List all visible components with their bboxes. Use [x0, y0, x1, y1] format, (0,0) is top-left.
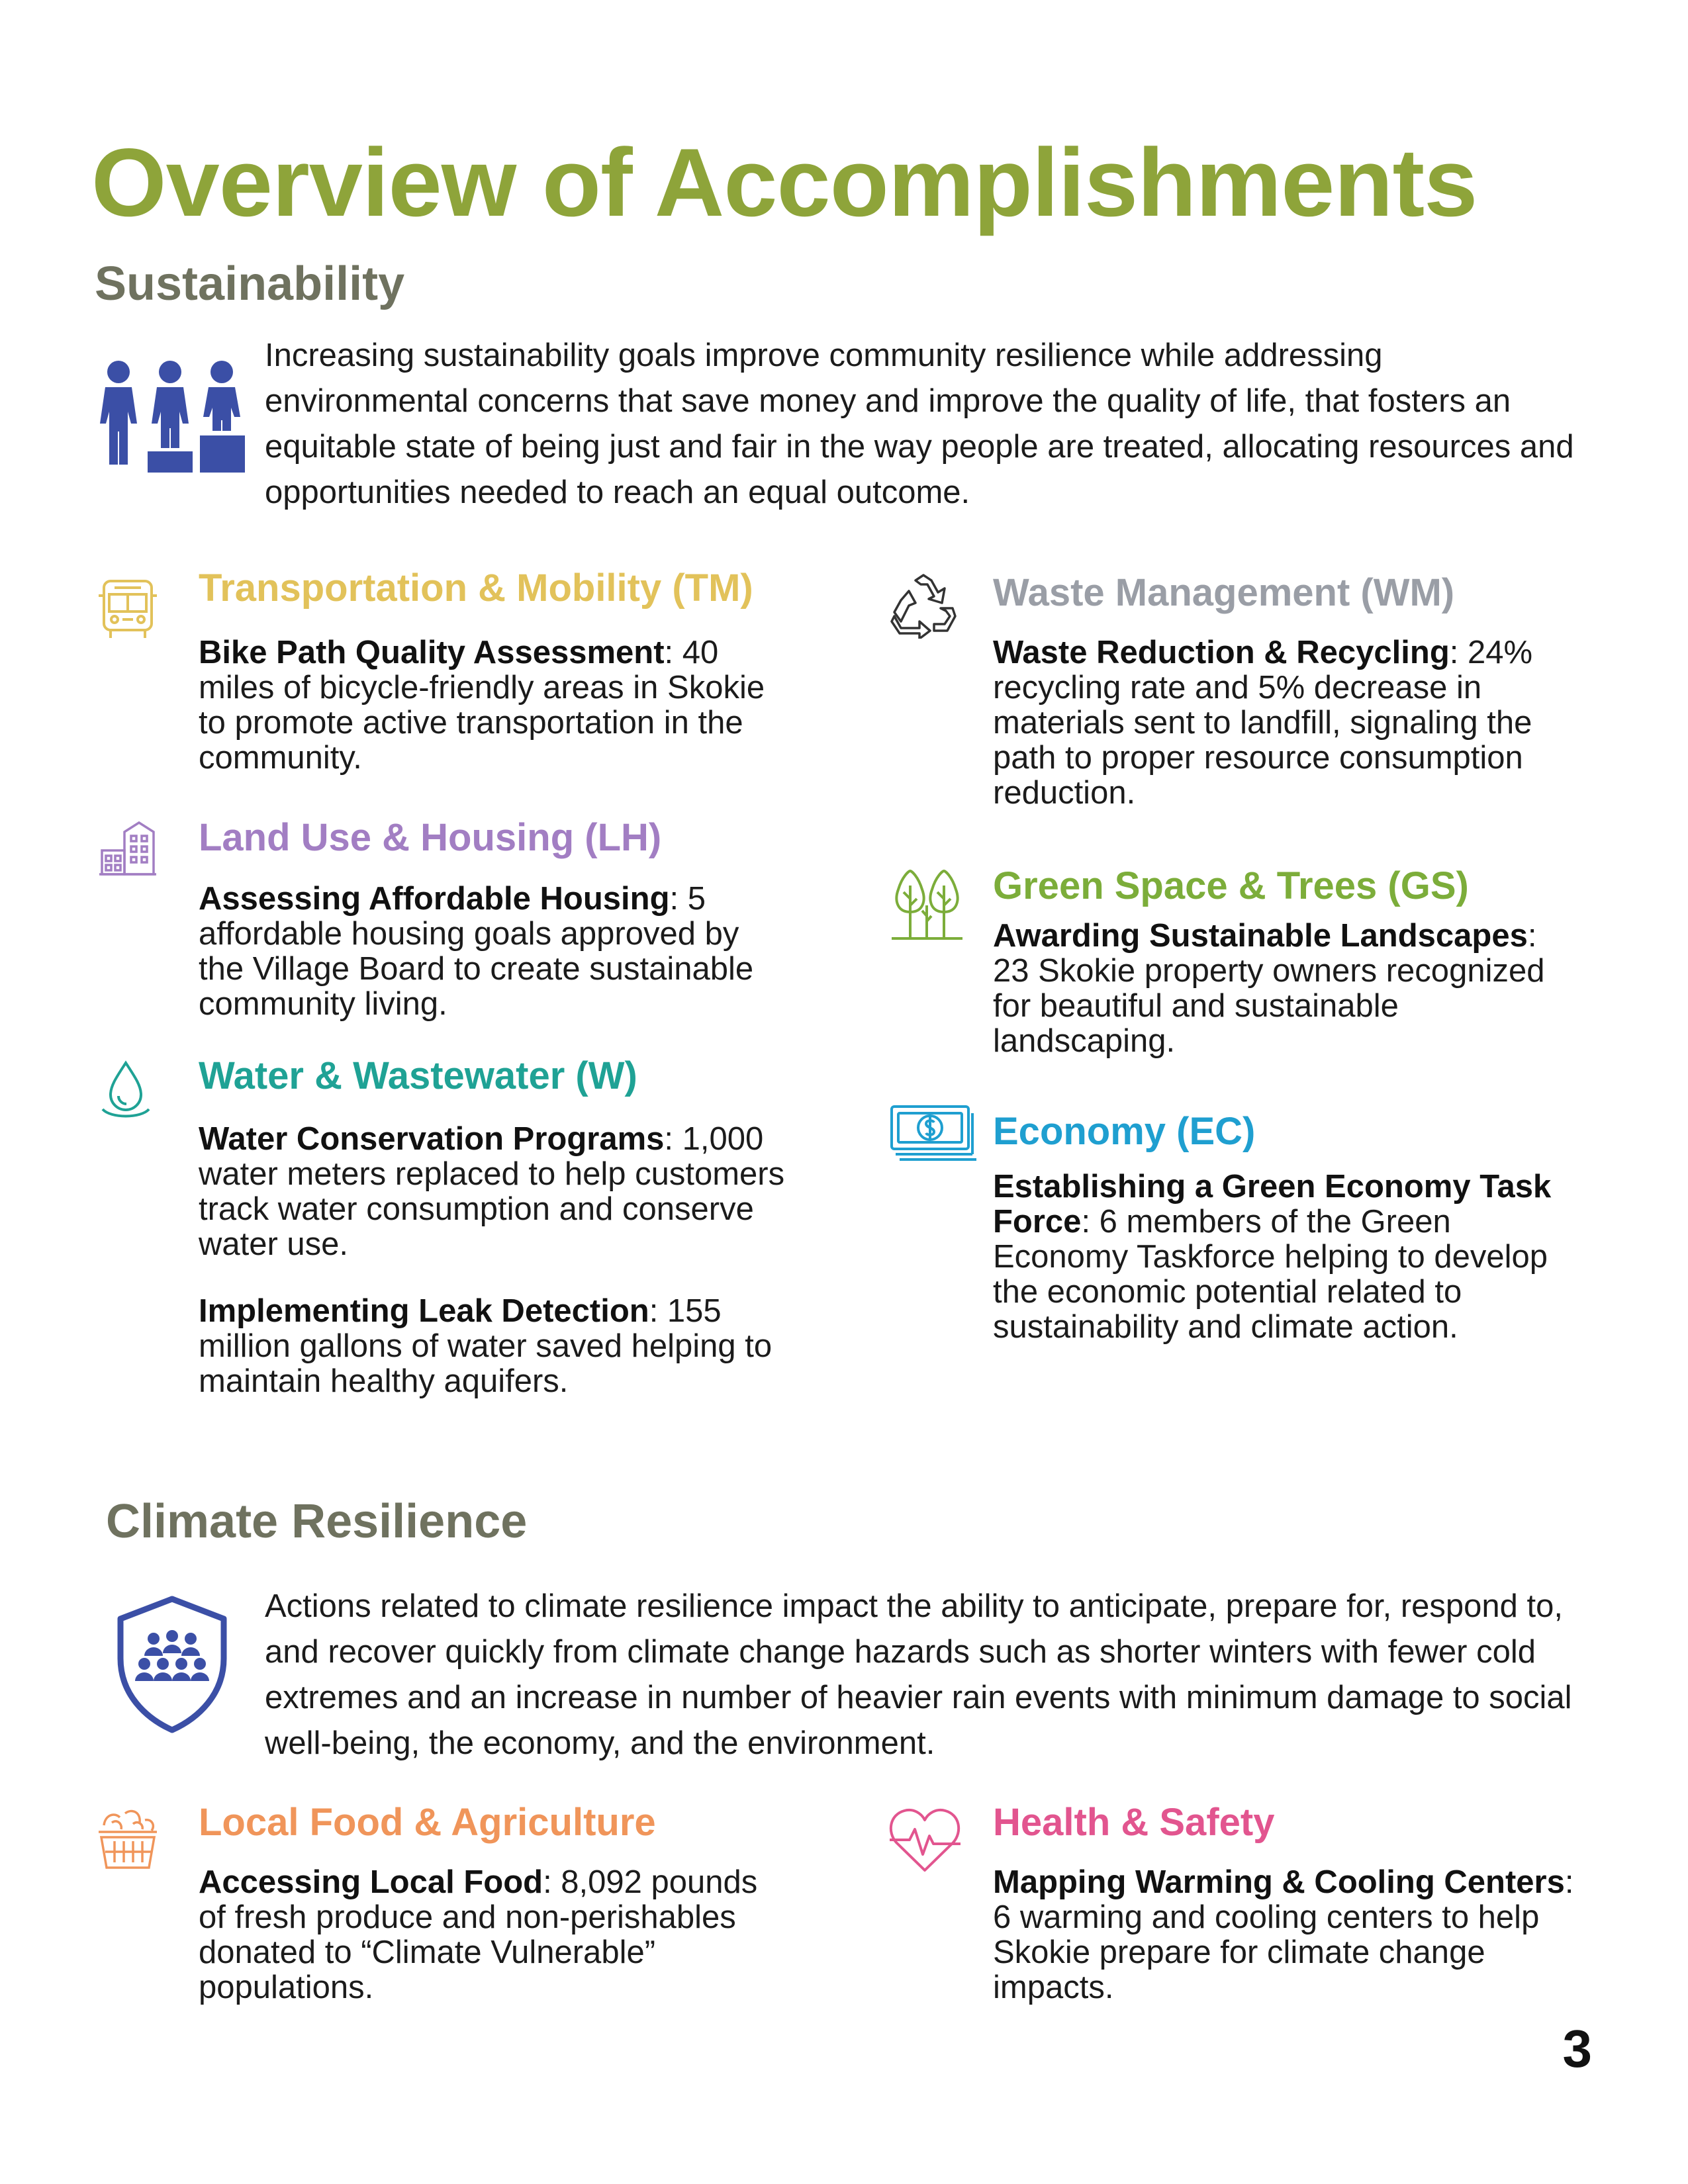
item-leak-detection [199, 1294, 788, 1399]
item-label: Bike Path Quality Assessment [199, 635, 665, 670]
item-label: Awarding Sustainable Landscapes [993, 918, 1528, 954]
dollar-bill-icon [889, 1104, 978, 1163]
category-title-lf: Local Food & Agriculture [199, 1801, 656, 1844]
category-title-tm: Transportation & Mobility (TM) [199, 567, 753, 610]
page-title: Overview of Accomplishments [91, 128, 1477, 236]
item-waste-reduction [993, 635, 1575, 811]
item-water-conservation [199, 1122, 788, 1262]
item-warming-cooling [993, 1865, 1575, 2005]
item-label: Water Conservation Programs [199, 1121, 665, 1157]
category-title-gs: Green Space & Trees (GS) [993, 864, 1469, 907]
bus-icon [95, 576, 161, 642]
item-text: : 5 affordable housing goals approved by the Village Board to create sustainable community living. [199, 881, 754, 1022]
item-green-economy [993, 1169, 1575, 1345]
climate-heading: Climate Resilience [106, 1495, 528, 1548]
item-text: : 6 members of the Green Economy Taskforce helping to develop the economic potential related to sustainability and climate action. [993, 1204, 1548, 1345]
climate-intro: Actions related to climate resilience impact the ability to anticipate, prepare for, respond to, and recover quickly from climate change hazards such as shorter winters with fewer cold extremes and an increase in number of heavier rain events with minimum damage to social well-being, the economy, and the environment. [265, 1588, 1572, 1761]
item-affordable-housing [199, 882, 781, 1022]
page-number: 3 [1562, 2019, 1592, 2078]
item-text: : 24% recycling rate and 5% decrease in materials sent to landfill, signaling the path to proper resource consumption reduction. [993, 635, 1533, 811]
sustainability-heading: Sustainability [95, 257, 405, 310]
item-text: : 40 miles of bicycle-friendly areas in Skokie to promote active transportation in the community. [199, 635, 765, 776]
sustainability-intro: Increasing sustainability goals improve community resilience while addressing environmental concerns that save money and improve the quality of life, that fosters an equitable state of being just and fair in the way people are treated, allocating resources and opportunities needed to reach an equal outcome. [265, 338, 1574, 510]
item-local-food [199, 1865, 781, 2005]
item-label: Accessing Local Food [199, 1864, 543, 1900]
item-label: Waste Reduction & Recycling [993, 635, 1450, 670]
item-label: Implementing Leak Detection [199, 1293, 649, 1329]
category-title-lh: Land Use & Housing (LH) [199, 816, 662, 859]
item-text: : 155 million gallons of water saved helping to maintain healthy aquifers. [199, 1293, 773, 1399]
item-text: : 23 Skokie property owners recognized for beautiful and sustainable landscaping. [993, 918, 1545, 1059]
item-text: : 1,000 water meters replaced to help customers track water consumption and conserve water use. [199, 1121, 785, 1262]
category-title-w: Water & Wastewater (W) [199, 1054, 637, 1097]
shield-community-icon [113, 1595, 232, 1734]
item-text: : 6 warming and cooling centers to help Skokie prepare for climate change impacts. [993, 1864, 1574, 2005]
trees-icon [889, 866, 965, 942]
category-title-ec: Economy (EC) [993, 1110, 1256, 1153]
item-label: Establishing a Green Economy Task Force [993, 1169, 1552, 1240]
water-drop-icon [96, 1059, 156, 1122]
heart-pulse-icon [887, 1805, 963, 1875]
item-label: Mapping Warming & Cooling Centers [993, 1864, 1565, 1900]
buildings-icon [98, 817, 158, 877]
item-sustainable-landscapes [993, 919, 1575, 1059]
category-title-hs: Health & Safety [993, 1801, 1275, 1844]
item-text: : 8,092 pounds of fresh produce and non-perishables donated to “Climate Vulnerable” populations. [199, 1864, 758, 2005]
recycle-icon [889, 572, 959, 639]
equity-people-icon [96, 357, 245, 473]
item-label: Assessing Affordable Housing [199, 881, 670, 917]
category-title-wm: Waste Management (WM) [993, 571, 1455, 614]
food-basket-icon [95, 1805, 161, 1872]
item-bike-path [199, 635, 781, 776]
